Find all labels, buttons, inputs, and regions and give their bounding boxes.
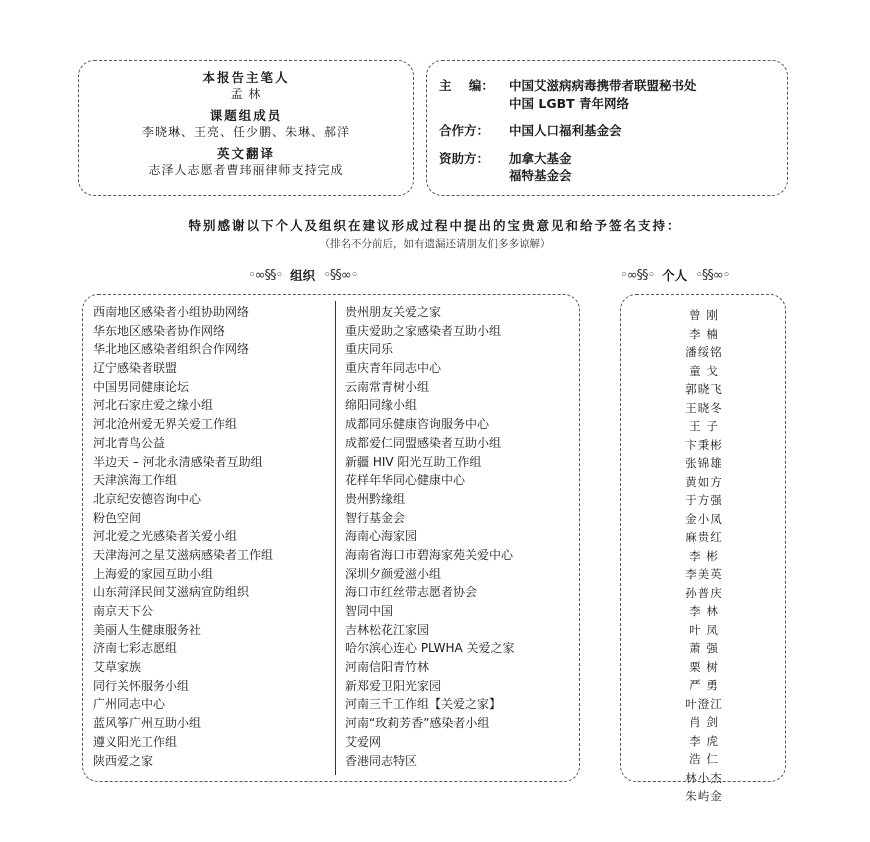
list-item: 辽宁感染者联盟 [93, 361, 178, 376]
list-item: 河南信阳青竹林 [345, 660, 430, 675]
list-item: 河南三千工作组【关爱之家】 [345, 697, 502, 712]
list-item: 艾爱网 [345, 734, 382, 749]
chief-editor-row [439, 77, 787, 112]
author-heading: 本报告主笔人 [202, 70, 290, 85]
list-item: 叶澄江 [685, 696, 723, 711]
list-item: 广州同志中心 [93, 697, 166, 712]
ornament-right-icon: ◦§§∞◦ [323, 267, 358, 283]
list-item: 于方强 [685, 493, 723, 507]
list-item: 严 勇 [689, 678, 719, 692]
ornament-left-icon: ◦∞§§◦ [620, 267, 655, 283]
credits-box [78, 60, 414, 196]
list-item: 花样年华同心健康中心 [345, 473, 466, 488]
list-item: 河北沧州爱无界关爱工作组 [93, 417, 238, 432]
list-item: 重庆青年同志中心 [345, 361, 442, 376]
list-item: 同行关怀服务小组 [93, 678, 190, 693]
list-item: 重庆爱助之家感染者互助小组 [345, 323, 502, 338]
list-item: 童 戈 [689, 363, 719, 378]
list-item: 林小杰 [685, 770, 723, 785]
list-item: 贵州黔缘组 [345, 491, 406, 506]
partner-row [439, 122, 787, 140]
column-divider [335, 301, 336, 775]
list-item: 蓝风筝广州互助小组 [93, 716, 202, 731]
list-item: 海口市红丝带志愿者协会 [345, 585, 478, 600]
translation-credit: 志泽人志愿者曹玮丽律师支持完成 [148, 163, 344, 177]
sponsor-values [509, 150, 572, 185]
partner-label: 合作方： [439, 123, 490, 138]
list-item: 绵阳同缘小组 [345, 398, 418, 413]
list-item: 深圳夕颜爱滋小组 [345, 566, 442, 581]
list-item: 天津滨海工作组 [93, 473, 178, 488]
list-item: 中国 LGBT 青年网络 [509, 95, 629, 111]
list-item: 陕西爱之家 [93, 753, 154, 768]
ornament-left-icon: ◦∞§§◦ [248, 267, 283, 283]
members-names: 李晓琳、王亮、任少鹏、朱琳、郝洋 [141, 125, 350, 139]
partner-values [509, 122, 622, 140]
list-item: 张锦雄 [685, 456, 723, 470]
organizations-column-2 [345, 303, 515, 770]
list-item: 朱屿金 [685, 789, 723, 803]
list-item: 智同中国 [345, 604, 394, 618]
thanks-title: 特别感谢以下个人及组织在建议形成过程中提出的宝贵意见和给予签名支持： [188, 218, 682, 233]
list-item: 新郑爱卫阳光家园 [345, 678, 442, 693]
list-item: 孙普庆 [685, 585, 723, 600]
author-name: 孟 林 [230, 87, 262, 101]
list-item: 吉林松花江家园 [345, 622, 430, 637]
chief-editor-label: 主 编： [439, 78, 494, 93]
list-item: 卞秉彬 [685, 437, 723, 452]
list-item: 济南七彩志愿组 [93, 641, 178, 656]
individuals-list [621, 306, 787, 806]
list-item: 加拿大基金 [509, 150, 572, 166]
list-item: 云南常青树小组 [345, 379, 430, 394]
list-item: 华东地区感染者协作网络 [93, 323, 226, 338]
list-item: 西南地区感染者小组协助网络 [93, 305, 250, 319]
list-item: 上海爱的家园互助小组 [93, 566, 214, 581]
list-item: 贵州朋友关爱之家 [345, 305, 442, 319]
list-item: 曾 刚 [689, 308, 719, 322]
editor-box [426, 60, 788, 196]
list-item: 重庆同乐 [345, 342, 394, 357]
list-item: 李 彬 [689, 548, 719, 563]
list-item: 叶 凤 [689, 622, 719, 637]
list-item: 肖 剑 [689, 715, 719, 729]
sponsor-row [439, 150, 787, 185]
list-item: 栗 树 [689, 659, 719, 674]
members-heading: 课题组成员 [209, 108, 283, 123]
list-item: 遵义阳光工作组 [93, 734, 178, 749]
list-item: 河南“玫莉芳香”感染者小组 [345, 716, 490, 731]
list-item: 艾草家族 [93, 660, 142, 675]
list-item: 潘绥铭 [685, 345, 723, 359]
list-item: 李 虎 [689, 733, 719, 748]
list-item: 北京纪安德咨询中心 [93, 491, 202, 506]
orgs-heading [248, 266, 357, 284]
list-item: 郭晓飞 [685, 382, 723, 396]
list-item: 香港同志特区 [345, 753, 418, 768]
list-item: 半边天 – 河北永清感染者互助组 [93, 454, 263, 469]
list-item: 李 林 [689, 604, 719, 618]
ornament-right-icon: ◦§§∞◦ [695, 267, 730, 283]
list-item: 河北爱之光感染者关爱小组 [93, 529, 238, 544]
list-item: 成都同乐健康咨询服务中心 [345, 417, 490, 432]
list-item: 李 楠 [689, 326, 719, 341]
list-item: 成都爱仁同盟感染者互助小组 [345, 435, 502, 450]
list-item: 美丽人生健康服务社 [93, 622, 202, 637]
list-item: 李美英 [685, 567, 723, 581]
list-item: 金小凤 [685, 511, 723, 526]
list-item: 黄如方 [685, 474, 723, 489]
list-item: 南京天下公 [93, 604, 154, 618]
list-item: 智行基金会 [345, 510, 406, 525]
list-item: 哈尔滨心连心 PLWHA 关爱之家 [345, 641, 515, 656]
list-item: 浩 仁 [689, 752, 719, 766]
individuals-heading [620, 266, 729, 284]
sponsor-label: 资助方： [439, 150, 490, 166]
thanks-note: （排名不分前后，如有遗漏还请朋友们多多谅解） [319, 238, 551, 250]
list-item: 河北青鸟公益 [93, 435, 166, 450]
list-item: 海南心海家园 [345, 529, 418, 544]
list-item: 海南省海口市碧海家苑关爱中心 [345, 547, 514, 562]
list-item: 新疆 HIV 阳光互助工作组 [345, 454, 482, 469]
list-item: 天津海河之星艾滋病感染者工作组 [93, 547, 274, 562]
list-item: 中国人口福利基金会 [509, 123, 622, 138]
list-item: 王 子 [689, 419, 719, 433]
list-item: 萧 强 [689, 641, 719, 655]
list-item: 河北石家庄爱之缘小组 [93, 398, 214, 413]
list-item: 麻贵红 [685, 530, 723, 544]
organizations-box [82, 294, 580, 782]
chief-editor-values [509, 77, 697, 112]
list-item: 山东菏泽民间艾滋病宣防组织 [93, 585, 250, 600]
list-item: 福特基金会 [509, 168, 572, 183]
list-item: 王晓冬 [685, 400, 723, 415]
individuals-box [620, 294, 786, 803]
individuals-heading-label: 个人 [662, 268, 688, 283]
list-item: 粉色空间 [93, 510, 142, 525]
list-item: 华北地区感染者组织合作网络 [93, 342, 250, 357]
orgs-heading-label: 组织 [290, 268, 316, 283]
list-item: 中国艾滋病病毒携带者联盟秘书处 [509, 78, 697, 93]
organizations-column-1 [93, 303, 273, 770]
list-item: 中国男同健康论坛 [93, 379, 190, 394]
translation-heading: 英文翻译 [216, 146, 275, 161]
